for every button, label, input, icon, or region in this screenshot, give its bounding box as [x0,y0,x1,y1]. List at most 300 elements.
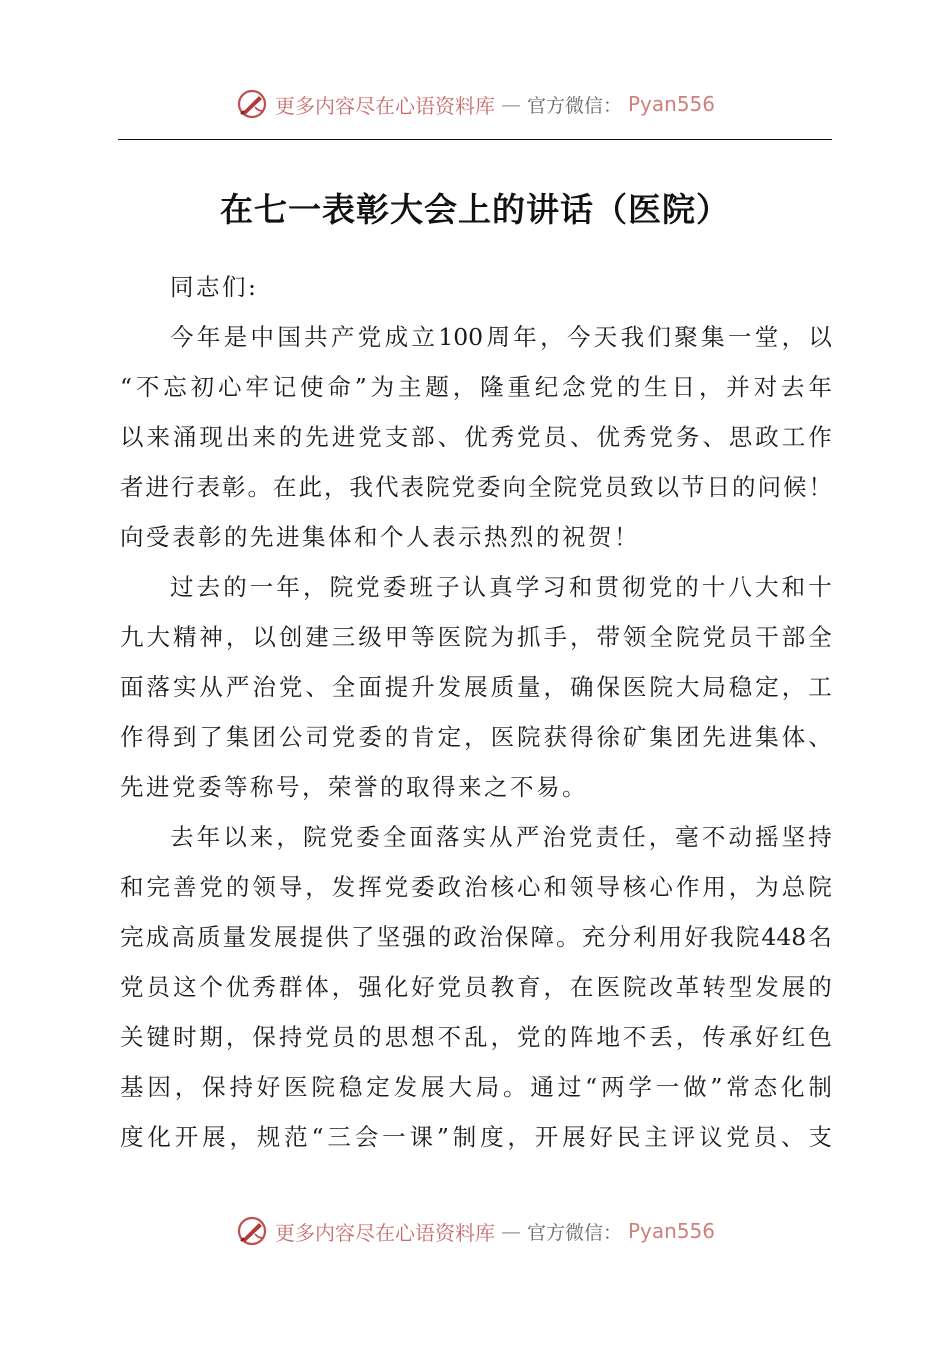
line-char: 量 [517,673,541,701]
line-char: 徐 [596,723,620,751]
line-char: 出 [225,423,250,451]
line-char: 候 [783,473,807,501]
line-char: 先 [305,423,329,451]
line-char: 院 [675,623,700,651]
line-char: 肯 [411,723,435,751]
line-char: 一 [727,323,752,351]
line-char: 党 [329,823,354,851]
line-char: 秀 [490,423,515,451]
line-char: 在 [569,973,594,1001]
line-char: 作 [808,423,832,451]
line-char: 不 [622,1023,647,1051]
body-line [120,662,832,712]
body-line [120,412,832,462]
line-char: 448 [761,923,807,951]
line-char: ， [648,823,673,851]
line-char: 全 [808,623,832,651]
line-char: 持 [808,823,832,851]
header-watermark-banner [0,84,950,124]
line-char: 院 [649,673,673,701]
line-char: 一 [382,1123,406,1151]
line-char: 致 [630,473,654,501]
line-char: 甲 [384,623,409,651]
line-char: 制 [808,1073,832,1101]
line-char: 落 [435,823,460,851]
line-char: 院 [464,623,488,651]
line-char: 我 [349,473,373,501]
line-char: ， [225,623,250,651]
line-char: 今 [170,323,194,351]
line-char: 我 [710,923,734,951]
line-char: 日 [706,473,730,501]
line-char: 落 [146,673,170,701]
line-char: 党 [702,623,726,651]
line-char: 三 [331,623,356,651]
line-char: 大 [146,623,170,651]
line-char: 日 [671,373,696,401]
line-char: 议 [698,1123,723,1151]
line-char: 时 [172,1023,197,1051]
line-char: 员 [464,973,488,1001]
line-char: 做 [683,1073,707,1101]
line-char: 念 [562,373,586,401]
line-char: 今 [566,323,591,351]
line-char: 和 [781,573,806,601]
line-char: 年 [808,373,832,401]
body-line [120,1062,832,1112]
line-char: ！ [808,473,832,501]
body-line [120,712,832,762]
line-char: 天 [593,323,618,351]
line-char: 的 [616,373,641,401]
line-char: 委 [356,823,380,851]
line-char: 高 [171,923,195,951]
line-char: 度 [480,1123,504,1151]
line-char: 医 [490,723,515,751]
line-char: 实 [462,823,487,851]
line-char: ， [452,373,477,401]
line-char: 的 [225,873,250,901]
line-char: 医 [622,673,647,701]
line-char: 革 [675,973,700,1001]
line-char: ， [569,623,594,651]
line-char: 来 [146,423,170,451]
line-char: 、 [781,1123,805,1151]
line-char: 院 [302,823,327,851]
line-char: 两 [600,1073,625,1101]
line-char: 全 [649,623,673,651]
line-char: 医 [437,623,462,651]
line-char: 键 [146,1023,170,1051]
line-char: 群 [278,973,303,1001]
line-char: 精 [172,623,197,651]
line-char: 稳 [728,673,753,701]
line-char: 十 [701,573,726,601]
line-char: 优 [464,423,488,451]
line-char: 过 [557,1073,582,1101]
line-char: ， [728,873,753,901]
line-char: 年 [513,323,537,351]
line-char: 委 [358,723,382,751]
line-char: 以 [120,423,144,451]
line-char: 立 [411,323,435,351]
line-char: 在 [273,473,297,501]
line-char: 彻 [622,573,646,601]
line-char: 分 [607,923,631,951]
wechat-id: Pyan556 [628,92,716,116]
line-char: 、 [808,723,832,751]
line-char: 委 [411,873,435,901]
line-char: 团 [252,723,276,751]
line-char: 通 [530,1073,554,1101]
line-char: 100 [438,323,484,351]
line-char: 心 [517,873,541,901]
line-char: ， [675,1023,700,1051]
line-char: 院 [735,923,760,951]
line-char: 作 [675,873,700,901]
line-char: 开 [534,1123,559,1151]
line-char: 现 [199,423,223,451]
line-char: 发 [331,873,356,901]
line-char: 委 [477,473,501,501]
line-char: 型 [728,973,753,1001]
line-char: 党 [726,1123,750,1151]
line-char: 得 [569,723,594,751]
line-char: 定 [437,723,462,751]
line-char: 升 [411,673,435,701]
line-char: “ [120,373,133,401]
line-char: 团 [675,723,700,751]
quill-pen-logo-icon [235,87,269,121]
body-line [120,812,832,862]
separator-dash: — [500,1219,521,1243]
line-char: 质 [490,673,515,701]
line-char: 表 [196,473,220,501]
line-char: 先 [702,723,726,751]
line-char: 和 [568,573,593,601]
line-char: 周 [486,323,510,351]
line-char: 从 [489,823,513,851]
line-char: 进 [145,473,169,501]
line-char: 级 [358,623,382,651]
line-char: 评 [671,1123,696,1151]
line-char: 党 [451,473,475,501]
line-char: 的 [732,473,756,501]
line-char: 保 [504,923,529,951]
line-char: 表 [400,473,424,501]
line-char: 十 [808,573,832,601]
line-char: 发 [248,923,272,951]
line-char: 全 [331,673,356,701]
line-char: 全 [382,823,407,851]
line-char: 贯 [595,573,619,601]
line-char: 去 [170,823,194,851]
body-line [120,262,832,312]
line-char: 忘 [163,373,187,401]
line-char: 阵 [569,1023,594,1051]
line-char: 此 [298,473,322,501]
line-char: 题 [425,373,449,401]
line-char: 动 [728,823,752,851]
line-char: 员 [146,973,170,1001]
line-char: 展 [202,1123,226,1151]
line-char: 为 [755,873,779,901]
line-char: 习 [542,573,566,601]
line-char: 态 [753,1073,778,1101]
line-char: 行 [171,473,195,501]
line-char: 提 [299,923,324,951]
line-char: 纪 [534,373,559,401]
line-char: 对 [753,373,778,401]
line-char: 、 [305,673,329,701]
line-char: 政 [453,923,478,951]
line-char: 红 [781,1023,806,1051]
line-char: 的 [358,1023,382,1051]
line-char: 从 [199,673,223,701]
line-char: 质 [196,923,221,951]
line-char: 党 [517,423,541,451]
line-char: 。 [247,473,271,501]
line-char: 子 [435,573,460,601]
line-char: 保 [252,1023,276,1051]
line-char: 进 [331,423,356,451]
line-char: 完 [146,873,170,901]
line-char: 矿 [622,723,647,751]
body-line [120,562,832,612]
line-char: 关 [120,1023,144,1051]
document-body [120,262,832,1162]
line-char: 成 [145,923,170,951]
line-char: 涌 [172,423,197,451]
line-char: 量 [222,923,247,951]
line-char: 好 [684,923,708,951]
line-char: 者 [120,473,144,501]
line-char: 到 [172,723,197,751]
line-char: 一 [249,573,274,601]
line-char: 员 [728,623,753,651]
body-line [120,862,832,912]
line-char: 党 [384,873,409,901]
body-line [120,962,832,1012]
line-char: 和 [120,873,144,901]
quill-pen-logo-icon [235,1214,269,1248]
line-char: 供 [325,923,349,951]
line-char: 支 [384,423,409,451]
line-char: 摇 [755,823,779,851]
line-char: 牢 [245,373,269,401]
line-char: 民 [616,1123,641,1151]
line-char: 建 [305,623,329,651]
line-char: 公 [278,723,303,751]
line-char: ， [302,573,327,601]
line-char: 障 [530,923,554,951]
line-char: 党 [649,423,673,451]
line-char: ， [698,373,723,401]
line-char: 党 [568,823,593,851]
line-char: 好 [755,1023,779,1051]
line-char: 党 [437,973,462,1001]
line-char: 八 [728,573,752,601]
line-char: 来 [252,423,276,451]
line-char: 、 [437,423,462,451]
line-char: 班 [409,573,433,601]
line-char: 党 [278,673,303,701]
line-char: 党 [356,573,380,601]
line-text: 先进党委等称号，荣誉的取得来之不易。 [120,773,588,801]
line-char: 员 [331,1023,356,1051]
line-char: 领 [569,873,594,901]
line-char: 记 [272,373,297,401]
line-char: 国 [277,323,301,351]
line-char: 范 [284,1123,308,1151]
line-char: 大 [675,673,700,701]
line-char: 基 [120,1073,144,1101]
line-char: 强 [402,923,426,951]
line-char: 展 [562,1123,586,1151]
line-char: 创 [278,623,303,651]
line-char: 为 [490,623,515,651]
line-text: 同志们: [170,273,259,301]
line-char: 发 [437,673,462,701]
line-char: 院 [311,1073,336,1101]
line-char: 心 [217,373,242,401]
line-char: 得 [146,723,170,751]
line-char: 重 [507,373,531,401]
line-char: 是 [223,323,248,351]
line-char: 党 [305,1023,329,1051]
line-char: 院 [329,573,354,601]
line-char: 带 [596,623,620,651]
line-char: 治 [464,873,488,901]
line-char: 党 [199,873,223,901]
line-char: 面 [358,673,382,701]
line-char: ， [490,1023,515,1051]
line-char: 规 [256,1123,281,1151]
line-char: 坚 [781,823,806,851]
line-char: 改 [649,973,673,1001]
body-line [120,612,832,662]
line-char: 利 [633,923,657,951]
line-char: 确 [569,673,594,701]
line-char: 严 [515,823,540,851]
line-char: ， [174,1073,199,1101]
line-char: “ [311,1123,324,1151]
body-line [120,512,832,562]
line-char: 支 [808,1123,832,1151]
line-char: 持 [229,1073,253,1101]
line-char: 党 [648,573,673,601]
wechat-label: 官方微信： [526,1221,622,1244]
line-char: 的 [384,723,409,751]
line-char: 化 [384,973,409,1001]
line-char: 化 [781,1073,805,1101]
line-char: 导 [596,873,620,901]
line-char: 色 [808,1023,832,1051]
brand-name: 更多内容尽在心语资料库 [274,1220,495,1245]
line-char: 集 [755,723,779,751]
line-char: 会 [354,1123,379,1151]
line-char: 去 [196,573,221,601]
line-char: 思 [384,1023,409,1051]
line-char: 发 [755,973,779,1001]
line-char: 度 [120,1123,144,1151]
line-char: 工 [808,673,832,701]
line-char: ” [710,1073,723,1101]
line-char: 集 [701,323,725,351]
line-char: 定 [755,673,779,701]
line-char: 主 [644,1123,668,1151]
line-char: 局 [702,673,726,701]
line-char: 名 [808,923,832,951]
line-char: 共 [304,323,328,351]
body-line [120,1112,832,1162]
line-char: 局 [475,1073,500,1101]
line-char: 年 [196,323,221,351]
line-char: 年 [196,823,221,851]
line-char: 中 [250,323,274,351]
line-char: 部 [411,423,435,451]
line-char: 年 [276,573,300,601]
line-char: 育 [517,973,541,1001]
line-char: 体 [305,973,329,1001]
line-char: 员 [604,473,628,501]
line-char: 传 [702,1023,726,1051]
line-char: 心 [649,873,673,901]
line-char: 毫 [675,823,699,851]
line-char: 干 [755,623,779,651]
line-char: 承 [728,1023,753,1051]
line-char: 核 [622,873,647,901]
line-char: 命 [327,373,351,401]
line-char: 真 [489,573,513,601]
line-char: 节 [681,473,705,501]
line-char: 展 [781,973,806,1001]
line-char: 治 [542,823,566,851]
separator-dash: — [500,92,521,116]
line-char: 党 [331,723,356,751]
line-char: ， [507,1123,531,1151]
line-char: 医 [596,973,620,1001]
line-char: 党 [357,323,382,351]
line-char: 手 [543,623,567,651]
line-char: 们 [647,323,671,351]
line-char: 的 [808,973,832,1001]
line-char: 因 [147,1073,171,1101]
line-char: 强 [358,973,382,1001]
line-char: 优 [596,423,620,451]
line-char: 获 [543,723,567,751]
line-char: 保 [202,1073,226,1101]
line-char: 认 [462,573,487,601]
line-char: 以 [252,623,276,651]
line-char: 彰 [222,473,246,501]
line-char: 堂 [754,323,779,351]
line-char: 部 [781,623,806,651]
line-char: 向 [502,473,526,501]
line-char: 过 [170,573,194,601]
line-char: 来 [249,823,274,851]
line-char: 代 [375,473,399,501]
line-char: 院 [808,873,832,901]
line-char: ， [781,323,806,351]
line-char: 以 [223,823,247,851]
line-char: 责 [595,823,619,851]
body-line [120,1012,832,1062]
line-char: 不 [135,373,160,401]
line-char: 面 [409,823,433,851]
line-char: ” [354,373,367,401]
line-char: 神 [199,623,223,651]
